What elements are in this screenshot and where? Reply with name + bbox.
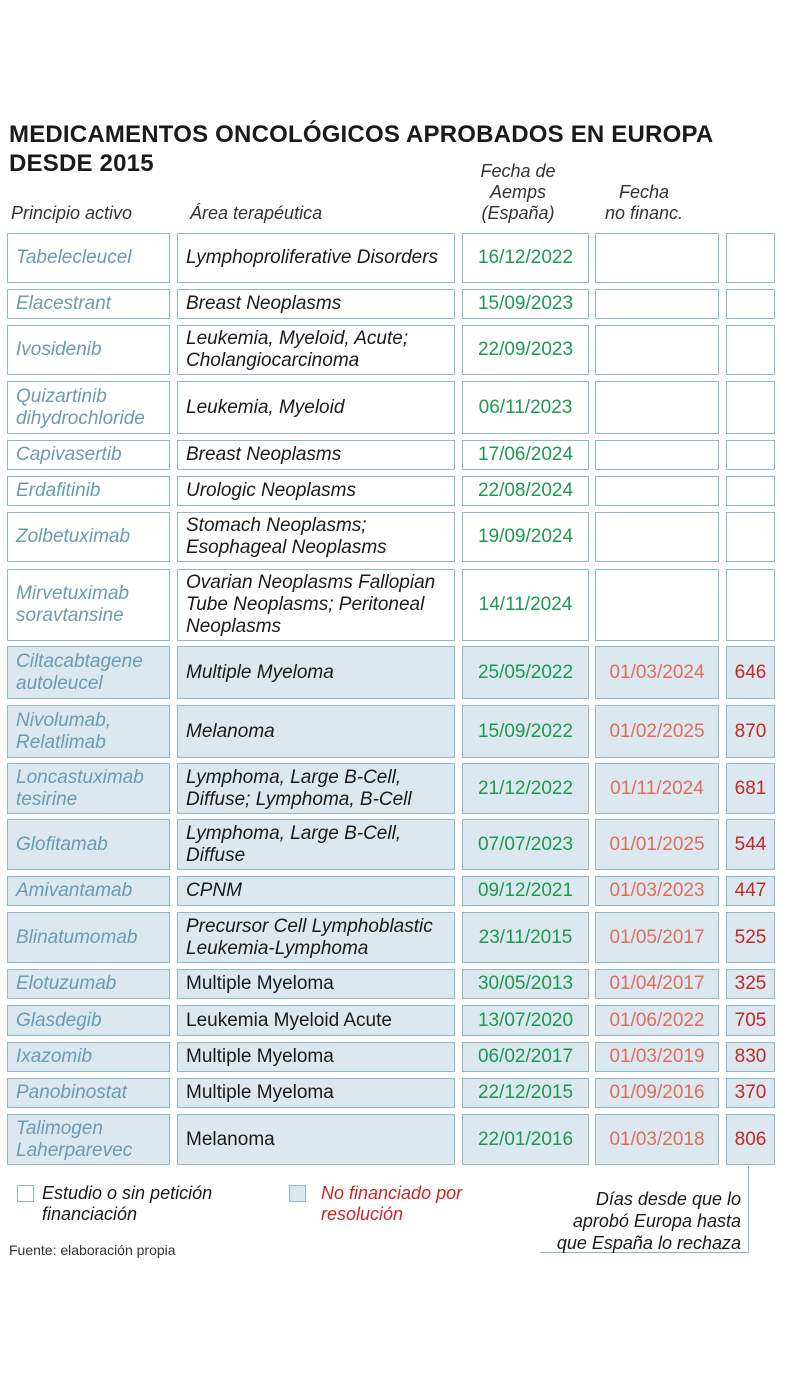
- therapeutic-area: Breast Neoplasms: [186, 444, 342, 465]
- days-count-cell: [726, 1114, 775, 1165]
- aemps-date-cell: [462, 763, 589, 814]
- no-financing-date: 01/03/2024: [609, 661, 705, 683]
- no-financing-date-cell: [595, 763, 719, 814]
- days-count-cell: [726, 1078, 775, 1108]
- table-row: [7, 569, 777, 641]
- no-financing-date-cell: [595, 876, 719, 906]
- therapeutic-area-cell: [177, 381, 455, 434]
- drug-name: Amivantamab: [16, 880, 133, 901]
- table-row: [7, 819, 777, 870]
- days-count-cell: [726, 876, 775, 906]
- legend-estudio-label: Estudio o sin petición financiación: [42, 1183, 213, 1224]
- no-financing-date: 01/06/2022: [609, 1009, 705, 1031]
- days-count-cell: [726, 819, 775, 870]
- aemps-date: 21/12/2022: [477, 777, 574, 799]
- drug-name-cell: [7, 1042, 170, 1072]
- drug-name-cell: [7, 381, 170, 434]
- therapeutic-area: Precursor Cell Lymphoblastic Leukemia-Lymphoma: [186, 915, 433, 959]
- days-count-cell: [726, 569, 775, 641]
- therapeutic-area: Lymphoproliferative Disorders: [186, 247, 439, 268]
- no-financing-date-cell: [595, 819, 719, 870]
- drug-name-cell: [7, 440, 170, 470]
- therapeutic-area: Leukemia, Myeloid: [186, 396, 345, 418]
- header-fecha-aemps: Fecha de Aemps (España): [480, 161, 556, 223]
- table-row: [7, 1042, 777, 1072]
- therapeutic-area-cell: [177, 705, 455, 758]
- therapeutic-area: Ovarian Neoplasms Fallopian Tube Neoplasms; Peritoneal Neoplasms: [186, 572, 436, 637]
- days-count: 447: [734, 880, 767, 901]
- no-financing-date: 01/05/2017: [609, 926, 705, 948]
- source-note: Fuente: elaboración propia: [9, 1242, 176, 1258]
- aemps-date: 15/09/2022: [477, 720, 574, 742]
- therapeutic-area-cell: [177, 440, 455, 470]
- no-financing-date: 01/11/2024: [610, 777, 704, 799]
- table-row: [7, 1114, 777, 1165]
- aemps-date: 09/12/2021: [477, 880, 574, 901]
- drug-name: Blinatumomab: [16, 926, 138, 948]
- aemps-date: 23/11/2015: [478, 926, 573, 948]
- drug-name: Erdafitinib: [16, 480, 101, 501]
- aemps-date-cell: [462, 476, 589, 506]
- page-title: MEDICAMENTOS ONCOLÓGICOS APROBADOS EN EUROPA DESDE 2015: [9, 121, 713, 177]
- aemps-date-cell: [462, 325, 589, 375]
- aemps-date-cell: [462, 705, 589, 758]
- therapeutic-area-cell: [177, 1005, 455, 1036]
- drug-name: Nivolumab, Relatlimab: [16, 709, 112, 753]
- table-row: [7, 876, 777, 906]
- drug-name-cell: [7, 476, 170, 506]
- no-financing-date-cell: [595, 1005, 719, 1036]
- days-count: 705: [734, 1009, 767, 1031]
- aemps-date-cell: [462, 969, 589, 999]
- days-count-cell: [726, 233, 775, 283]
- no-financing-date-cell: [595, 1078, 719, 1108]
- drug-name-cell: [7, 289, 170, 319]
- header-area-terapeutica: Área terapéutica: [190, 203, 323, 223]
- days-count: 325: [734, 973, 767, 994]
- no-financing-date-cell: [595, 569, 719, 641]
- drug-name: Quizartinib dihydrochloride: [16, 385, 145, 429]
- no-financing-date-cell: [595, 1114, 719, 1165]
- table-row: [7, 381, 777, 434]
- therapeutic-area-cell: [177, 1114, 455, 1165]
- aemps-date: 17/06/2024: [477, 444, 574, 465]
- aemps-date: 07/07/2023: [477, 833, 574, 855]
- aemps-date: 16/12/2022: [477, 247, 574, 268]
- therapeutic-area: Lymphoma, Large B-Cell, Diffuse: [186, 822, 402, 866]
- drug-name-cell: [7, 325, 170, 375]
- table-row: [7, 912, 777, 963]
- therapeutic-area-cell: [177, 325, 455, 375]
- days-count-cell: [726, 705, 775, 758]
- no-financing-date-cell: [595, 705, 719, 758]
- header-fecha-no-financ: Fecha no financ.: [604, 182, 684, 223]
- days-count-cell: [726, 912, 775, 963]
- aemps-date-cell: [462, 646, 589, 699]
- no-financing-date-cell: [595, 969, 719, 999]
- legend-swatch-no-financiado: [289, 1185, 306, 1202]
- days-count-cell: [726, 763, 775, 814]
- drug-name-cell: [7, 1114, 170, 1165]
- no-financing-date: 01/03/2019: [609, 1046, 705, 1067]
- no-financing-date-cell: [595, 1042, 719, 1072]
- drug-name-cell: [7, 233, 170, 283]
- days-count: 544: [734, 833, 767, 855]
- drug-name-cell: [7, 1078, 170, 1108]
- therapeutic-area-cell: [177, 646, 455, 699]
- drug-name: Elotuzumab: [16, 973, 117, 994]
- table-row: [7, 233, 777, 283]
- therapeutic-area: Breast Neoplasms: [186, 293, 342, 314]
- drug-name-cell: [7, 705, 170, 758]
- no-financing-date-cell: [595, 440, 719, 470]
- no-financing-date: 01/02/2025: [609, 720, 705, 742]
- aemps-date: 06/11/2023: [478, 396, 573, 418]
- table-row: [7, 440, 777, 470]
- therapeutic-area: Melanoma: [186, 720, 275, 742]
- drug-name: Talimogen Laherparevec: [16, 1117, 133, 1161]
- therapeutic-area-cell: [177, 512, 455, 562]
- therapeutic-area: Multiple Myeloma: [186, 1082, 334, 1103]
- therapeutic-area-cell: [177, 289, 455, 319]
- days-count-cell: [726, 440, 775, 470]
- therapeutic-area-cell: [177, 569, 455, 641]
- aemps-date: 22/01/2016: [477, 1128, 574, 1150]
- aemps-date: 22/08/2024: [477, 480, 574, 501]
- therapeutic-area: Melanoma: [186, 1128, 275, 1150]
- aemps-date: 22/09/2023: [477, 339, 574, 360]
- aemps-date: 06/02/2017: [477, 1046, 574, 1067]
- aemps-date-cell: [462, 440, 589, 470]
- aemps-date-cell: [462, 1078, 589, 1108]
- table-row: [7, 705, 777, 758]
- table-row: [7, 646, 777, 699]
- drug-name: Mirvetuximab soravtansine: [16, 583, 129, 626]
- therapeutic-area: Leukemia, Myeloid, Acute; Cholangiocarcinoma: [186, 328, 409, 371]
- drug-name-cell: [7, 819, 170, 870]
- therapeutic-area-cell: [177, 819, 455, 870]
- days-count: 830: [734, 1046, 767, 1067]
- therapeutic-area-cell: [177, 763, 455, 814]
- days-count-cell: [726, 1005, 775, 1036]
- aemps-date: 13/07/2020: [477, 1009, 574, 1031]
- drug-name-cell: [7, 1005, 170, 1036]
- aemps-date: 22/12/2015: [477, 1082, 574, 1103]
- no-financing-date-cell: [595, 912, 719, 963]
- no-financing-date-cell: [595, 646, 719, 699]
- therapeutic-area-cell: [177, 476, 455, 506]
- aemps-date-cell: [462, 381, 589, 434]
- days-count-cell: [726, 646, 775, 699]
- days-count: 370: [734, 1082, 767, 1103]
- days-count-cell: [726, 1042, 775, 1072]
- aemps-date: 25/05/2022: [477, 661, 574, 683]
- drug-name-cell: [7, 569, 170, 641]
- aemps-date-cell: [462, 233, 589, 283]
- days-count: 870: [734, 720, 767, 742]
- drug-name: Glasdegib: [16, 1009, 102, 1031]
- drug-name: Zolbetuximab: [16, 526, 131, 547]
- aemps-date-cell: [462, 876, 589, 906]
- drug-name: Ixazomib: [16, 1046, 93, 1067]
- drug-name-cell: [7, 512, 170, 562]
- days-count-cell: [726, 381, 775, 434]
- days-count: 525: [734, 926, 767, 948]
- drug-name: Elacestrant: [16, 293, 112, 314]
- days-count: 806: [734, 1128, 767, 1150]
- aemps-date-cell: [462, 1114, 589, 1165]
- days-count: 681: [734, 777, 767, 799]
- header-principio-activo: Principio activo: [11, 203, 133, 223]
- therapeutic-area: Lymphoma, Large B-Cell, Diffuse; Lymphoma, B-Cell: [186, 766, 412, 810]
- drug-name: Capivasertib: [16, 444, 122, 465]
- no-financing-date: 01/04/2017: [609, 973, 705, 994]
- aemps-date-cell: [462, 819, 589, 870]
- days-note: Días desde que lo aprobó Europa hasta que España lo rechaza: [556, 1189, 741, 1253]
- therapeutic-area-cell: [177, 969, 455, 999]
- no-financing-date: 01/03/2018: [609, 1128, 705, 1150]
- no-financing-date-cell: [595, 289, 719, 319]
- aemps-date: 15/09/2023: [477, 293, 574, 314]
- table-row: [7, 512, 777, 562]
- drug-name-cell: [7, 912, 170, 963]
- table-row: [7, 969, 777, 999]
- therapeutic-area: CPNM: [186, 880, 242, 901]
- no-financing-date-cell: [595, 512, 719, 562]
- therapeutic-area: Multiple Myeloma: [186, 661, 334, 683]
- drug-name: Ciltacabtagene autoleucel: [16, 650, 143, 694]
- therapeutic-area-cell: [177, 912, 455, 963]
- table-row: [7, 325, 777, 375]
- table-row: [7, 1078, 777, 1108]
- no-financing-date-cell: [595, 476, 719, 506]
- therapeutic-area: Stomach Neoplasms; Esophageal Neoplasms: [186, 515, 387, 558]
- days-count-cell: [726, 476, 775, 506]
- aemps-date: 19/09/2024: [477, 526, 574, 547]
- days-count-cell: [726, 969, 775, 999]
- drug-name: Loncastuximab tesirine: [16, 766, 144, 810]
- no-financing-date-cell: [595, 381, 719, 434]
- aemps-date-cell: [462, 289, 589, 319]
- therapeutic-area-cell: [177, 1042, 455, 1072]
- therapeutic-area: Leukemia Myeloid Acute: [186, 1009, 392, 1031]
- aemps-date-cell: [462, 569, 589, 641]
- therapeutic-area: Multiple Myeloma: [186, 973, 334, 994]
- legend-swatch-estudio: [17, 1185, 34, 1202]
- drug-name: Tabelecleucel: [16, 247, 132, 268]
- no-financing-date: 01/09/2016: [609, 1082, 705, 1103]
- therapeutic-area-cell: [177, 1078, 455, 1108]
- days-count-cell: [726, 512, 775, 562]
- days-count-cell: [726, 289, 775, 319]
- aemps-date: 14/11/2024: [478, 594, 573, 615]
- no-financing-date-cell: [595, 233, 719, 283]
- no-financing-date-cell: [595, 325, 719, 375]
- table-row: [7, 289, 777, 319]
- therapeutic-area: Multiple Myeloma: [186, 1046, 334, 1067]
- drug-name-cell: [7, 763, 170, 814]
- table-row: [7, 476, 777, 506]
- table-row: [7, 763, 777, 814]
- drug-name-cell: [7, 969, 170, 999]
- aemps-date-cell: [462, 1005, 589, 1036]
- aemps-date-cell: [462, 512, 589, 562]
- no-financing-date: 01/03/2023: [609, 880, 705, 901]
- drug-name: Panobinostat: [16, 1082, 127, 1103]
- drug-name: Glofitamab: [16, 833, 108, 855]
- no-financing-date: 01/01/2025: [609, 833, 705, 855]
- drug-name-cell: [7, 876, 170, 906]
- aemps-date-cell: [462, 912, 589, 963]
- aemps-date-cell: [462, 1042, 589, 1072]
- drug-name-cell: [7, 646, 170, 699]
- legend-no-financiado-label: No financiado por resolución: [321, 1183, 463, 1224]
- therapeutic-area: Urologic Neoplasms: [186, 480, 357, 501]
- therapeutic-area-cell: [177, 876, 455, 906]
- drug-name: Ivosidenib: [16, 339, 102, 360]
- aemps-date: 30/05/2013: [477, 973, 574, 994]
- days-count-cell: [726, 325, 775, 375]
- table-row: [7, 1005, 777, 1036]
- therapeutic-area-cell: [177, 233, 455, 283]
- days-note-divider-vertical: [748, 1166, 749, 1252]
- days-count: 646: [734, 661, 767, 683]
